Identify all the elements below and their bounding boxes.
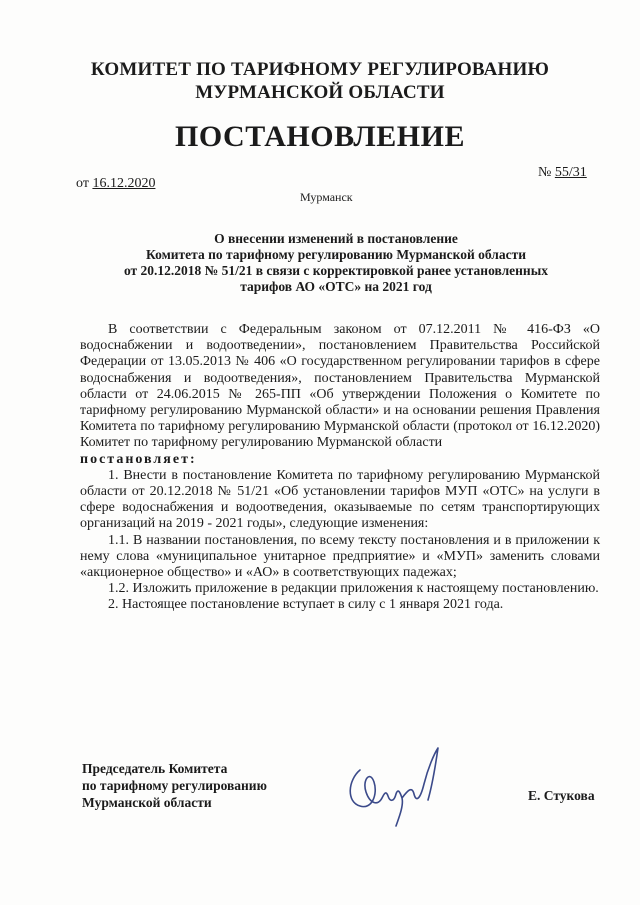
handwritten-signature [338, 740, 458, 830]
subject-line4: тарифов АО «ОТС» на 2021 год [240, 279, 432, 294]
number-value: 55/31 [554, 165, 587, 180]
document-subject [86, 231, 586, 295]
number-prefix: № [538, 165, 552, 180]
item-2-paragraph: 2. Настоящее постановление вступает в силу с 1 января 2021 года. [108, 597, 504, 613]
document-city: Мурманск [300, 190, 353, 204]
item-1-1-paragraph: 1.1. В названии постановления, по всему тексту постановления и в приложении к нему слова «муниципальное унитарное предприятие» и «МУП» заменить словами «акционерное общество» и «АО» в соответствующих падежах; [80, 532, 600, 581]
item-1-2-paragraph: 1.2. Изложить приложение в редакции приложения к настоящему постановлению. [108, 581, 599, 597]
document-number [538, 165, 587, 181]
position-line2: по тарифному регулированию [82, 778, 267, 793]
subject-line2: Комитета по тарифному регулированию Мурманской области [145, 247, 527, 262]
preamble-paragraph: В соответствии с Федеральным законом от 07.12.2011 № 416-ФЗ «О водоснабжении и водоотведении», постановлением Правительства Российской Федерации от 13.05.2013 № 406 «О государственном регулировании тарифов в сфере водоснабжения и водоотведения», постановлением Правительства Мурманской области от 24.06.2015 № 265-ПП «Об утверждении Положения о Комитете по тарифному регулированию Мурманской области» и на основании решения Правления Комитета по тарифному регулированию Мурманской области (протокол от 16.12.2020) Комитет по тарифному регулированию Мурманской области [80, 322, 600, 451]
committee-header-line2: МУРМАНСКОЙ ОБЛАСТИ [195, 82, 445, 103]
position-line3: Мурманской области [82, 795, 212, 810]
document-title: ПОСТАНОВЛЕНИЕ [175, 120, 465, 153]
document-date [76, 176, 155, 192]
date-value: 16.12.2020 [92, 176, 156, 191]
subject-line1: О внесении изменений в постановление [214, 231, 458, 246]
signatory-name: Е. Стукова [528, 788, 595, 803]
signatory-position [82, 760, 267, 811]
committee-header-line1: КОМИТЕТ ПО ТАРИФНОМУ РЕГУЛИРОВАНИЮ [90, 59, 550, 80]
subject-line3: от 20.12.2018 № 51/21 в связи с корректировкой ранее установленных [123, 263, 549, 278]
document-body [80, 322, 600, 614]
position-line1: Председатель Комитета [82, 761, 228, 776]
date-prefix: от [76, 176, 89, 191]
resolves-word: постановляет: [80, 451, 197, 467]
item-1-paragraph: 1. Внести в постановление Комитета по тарифному регулированию Мурманской области от 20.12.2018 № 51/21 «Об установлении тарифов МУП «ОТС» на услуги в сфере водоснабжения и водоотведения, оказываемые по сетям транспортирующих организаций на 2019 - 2021 годы», следующие изменения: [80, 467, 600, 532]
committee-header [60, 58, 580, 104]
